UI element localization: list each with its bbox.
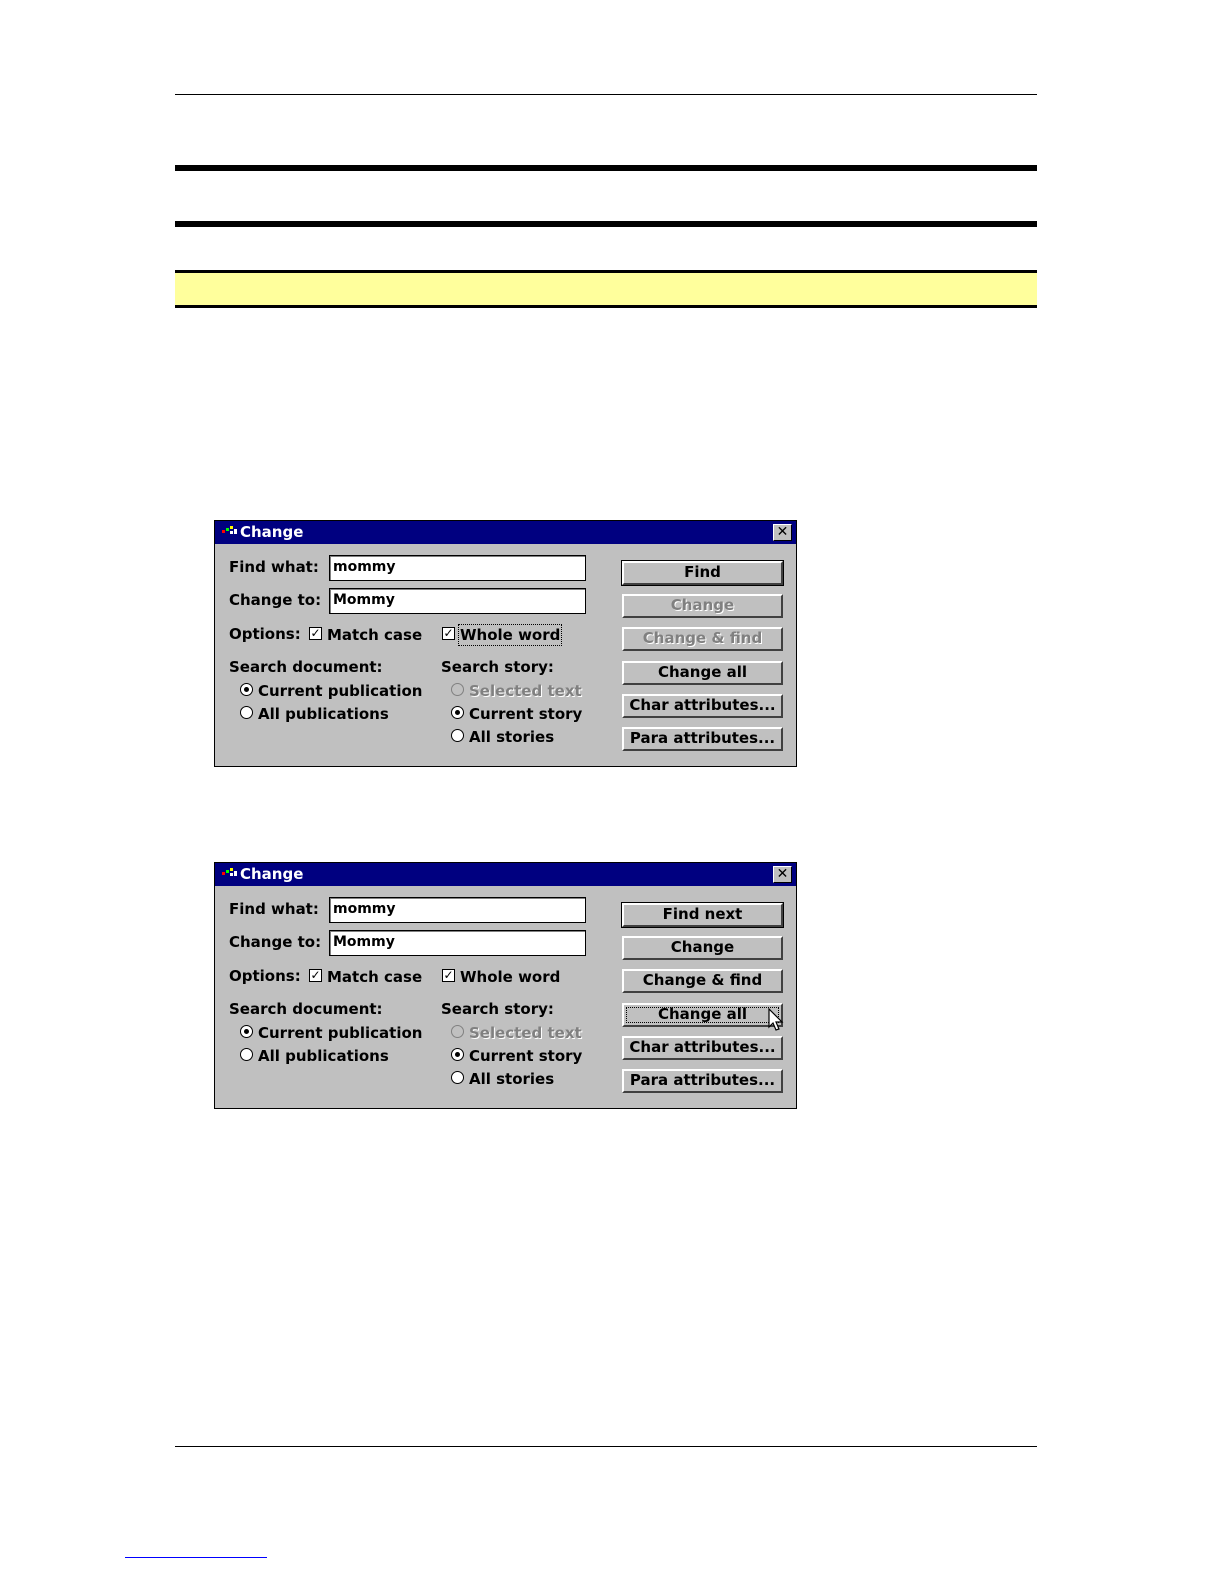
highlight-band [175,270,1037,308]
all-publications-label: All publications [258,705,389,723]
char-attributes-button[interactable]: Char attributes... [622,1036,783,1060]
whole-word-checkbox[interactable] [442,627,455,640]
change-to-label: Change to: [229,933,322,951]
close-icon: ✕ [776,524,789,540]
char-attributes-button[interactable]: Char attributes... [622,694,783,718]
change-button[interactable]: Change [622,936,783,960]
current-publication-radio[interactable] [240,683,253,696]
title-bar[interactable] [215,863,796,886]
title-bar[interactable] [215,521,796,544]
para-attributes-button[interactable]: Para attributes... [622,1069,783,1093]
all-stories-radio[interactable] [451,729,464,742]
search-document-label: Search document: [229,658,383,676]
search-story-label: Search story: [441,658,554,676]
footer-rule [175,1446,1037,1447]
search-document-label: Search document: [229,1000,383,1018]
change-button[interactable]: Change [622,594,783,618]
dialog-title: Change [240,865,304,883]
whole-word-label: Whole word [460,968,561,986]
match-case-checkbox[interactable] [309,969,322,982]
find-what-input[interactable]: mommy [329,897,586,923]
pagemaker-icon [222,868,238,880]
change-to-input[interactable]: Mommy [329,588,586,614]
current-story-radio[interactable] [451,706,464,719]
change-all-button[interactable]: Change all [622,1003,783,1027]
check-icon: ✓ [443,626,454,640]
find-button[interactable]: Find [622,561,783,585]
find-next-button[interactable]: Find next [622,903,783,927]
change-dialog-initial [214,520,797,767]
all-stories-label: All stories [469,728,555,746]
change-and-find-button[interactable]: Change & find [622,969,783,993]
close-icon: ✕ [776,866,789,882]
current-story-label: Current story [469,705,583,723]
all-stories-label: All stories [469,1070,555,1088]
selected-text-label: Selected text [469,682,582,700]
close-button[interactable] [773,866,792,883]
current-publication-radio[interactable] [240,1025,253,1038]
change-and-find-button[interactable]: Change & find [622,627,783,651]
whole-word-checkbox[interactable] [442,969,455,982]
match-case-checkbox[interactable] [309,627,322,640]
match-case-label: Match case [327,626,423,644]
current-story-radio[interactable] [451,1048,464,1061]
current-publication-label: Current publication [258,682,423,700]
selected-text-label: Selected text [469,1024,582,1042]
title-rule-top [175,165,1037,171]
footer-link-underline [125,1557,267,1558]
whole-word-label: Whole word [460,626,561,644]
match-case-label: Match case [327,968,423,986]
selected-text-radio [451,683,464,696]
options-label: Options: [229,967,301,985]
close-button[interactable] [773,524,792,541]
change-to-label: Change to: [229,591,322,609]
dialog-title: Change [240,523,304,541]
current-story-label: Current story [469,1047,583,1065]
arrow-cursor-icon [768,1008,784,1032]
check-icon: ✓ [443,968,454,982]
find-what-label: Find what: [229,558,319,576]
find-what-input[interactable]: mommy [329,555,586,581]
all-stories-radio[interactable] [451,1071,464,1084]
current-publication-label: Current publication [258,1024,423,1042]
check-icon: ✓ [310,626,321,640]
para-attributes-button[interactable]: Para attributes... [622,727,783,751]
header-rule [175,94,1037,95]
title-rule-bottom [175,221,1037,227]
all-publications-radio[interactable] [240,706,253,719]
options-label: Options: [229,625,301,643]
change-all-button[interactable]: Change all [622,661,783,685]
change-dialog-after-find [214,862,797,1109]
find-what-label: Find what: [229,900,319,918]
all-publications-label: All publications [258,1047,389,1065]
pagemaker-icon [222,526,238,538]
all-publications-radio[interactable] [240,1048,253,1061]
check-icon: ✓ [310,968,321,982]
search-story-label: Search story: [441,1000,554,1018]
selected-text-radio [451,1025,464,1038]
change-to-input[interactable]: Mommy [329,930,586,956]
